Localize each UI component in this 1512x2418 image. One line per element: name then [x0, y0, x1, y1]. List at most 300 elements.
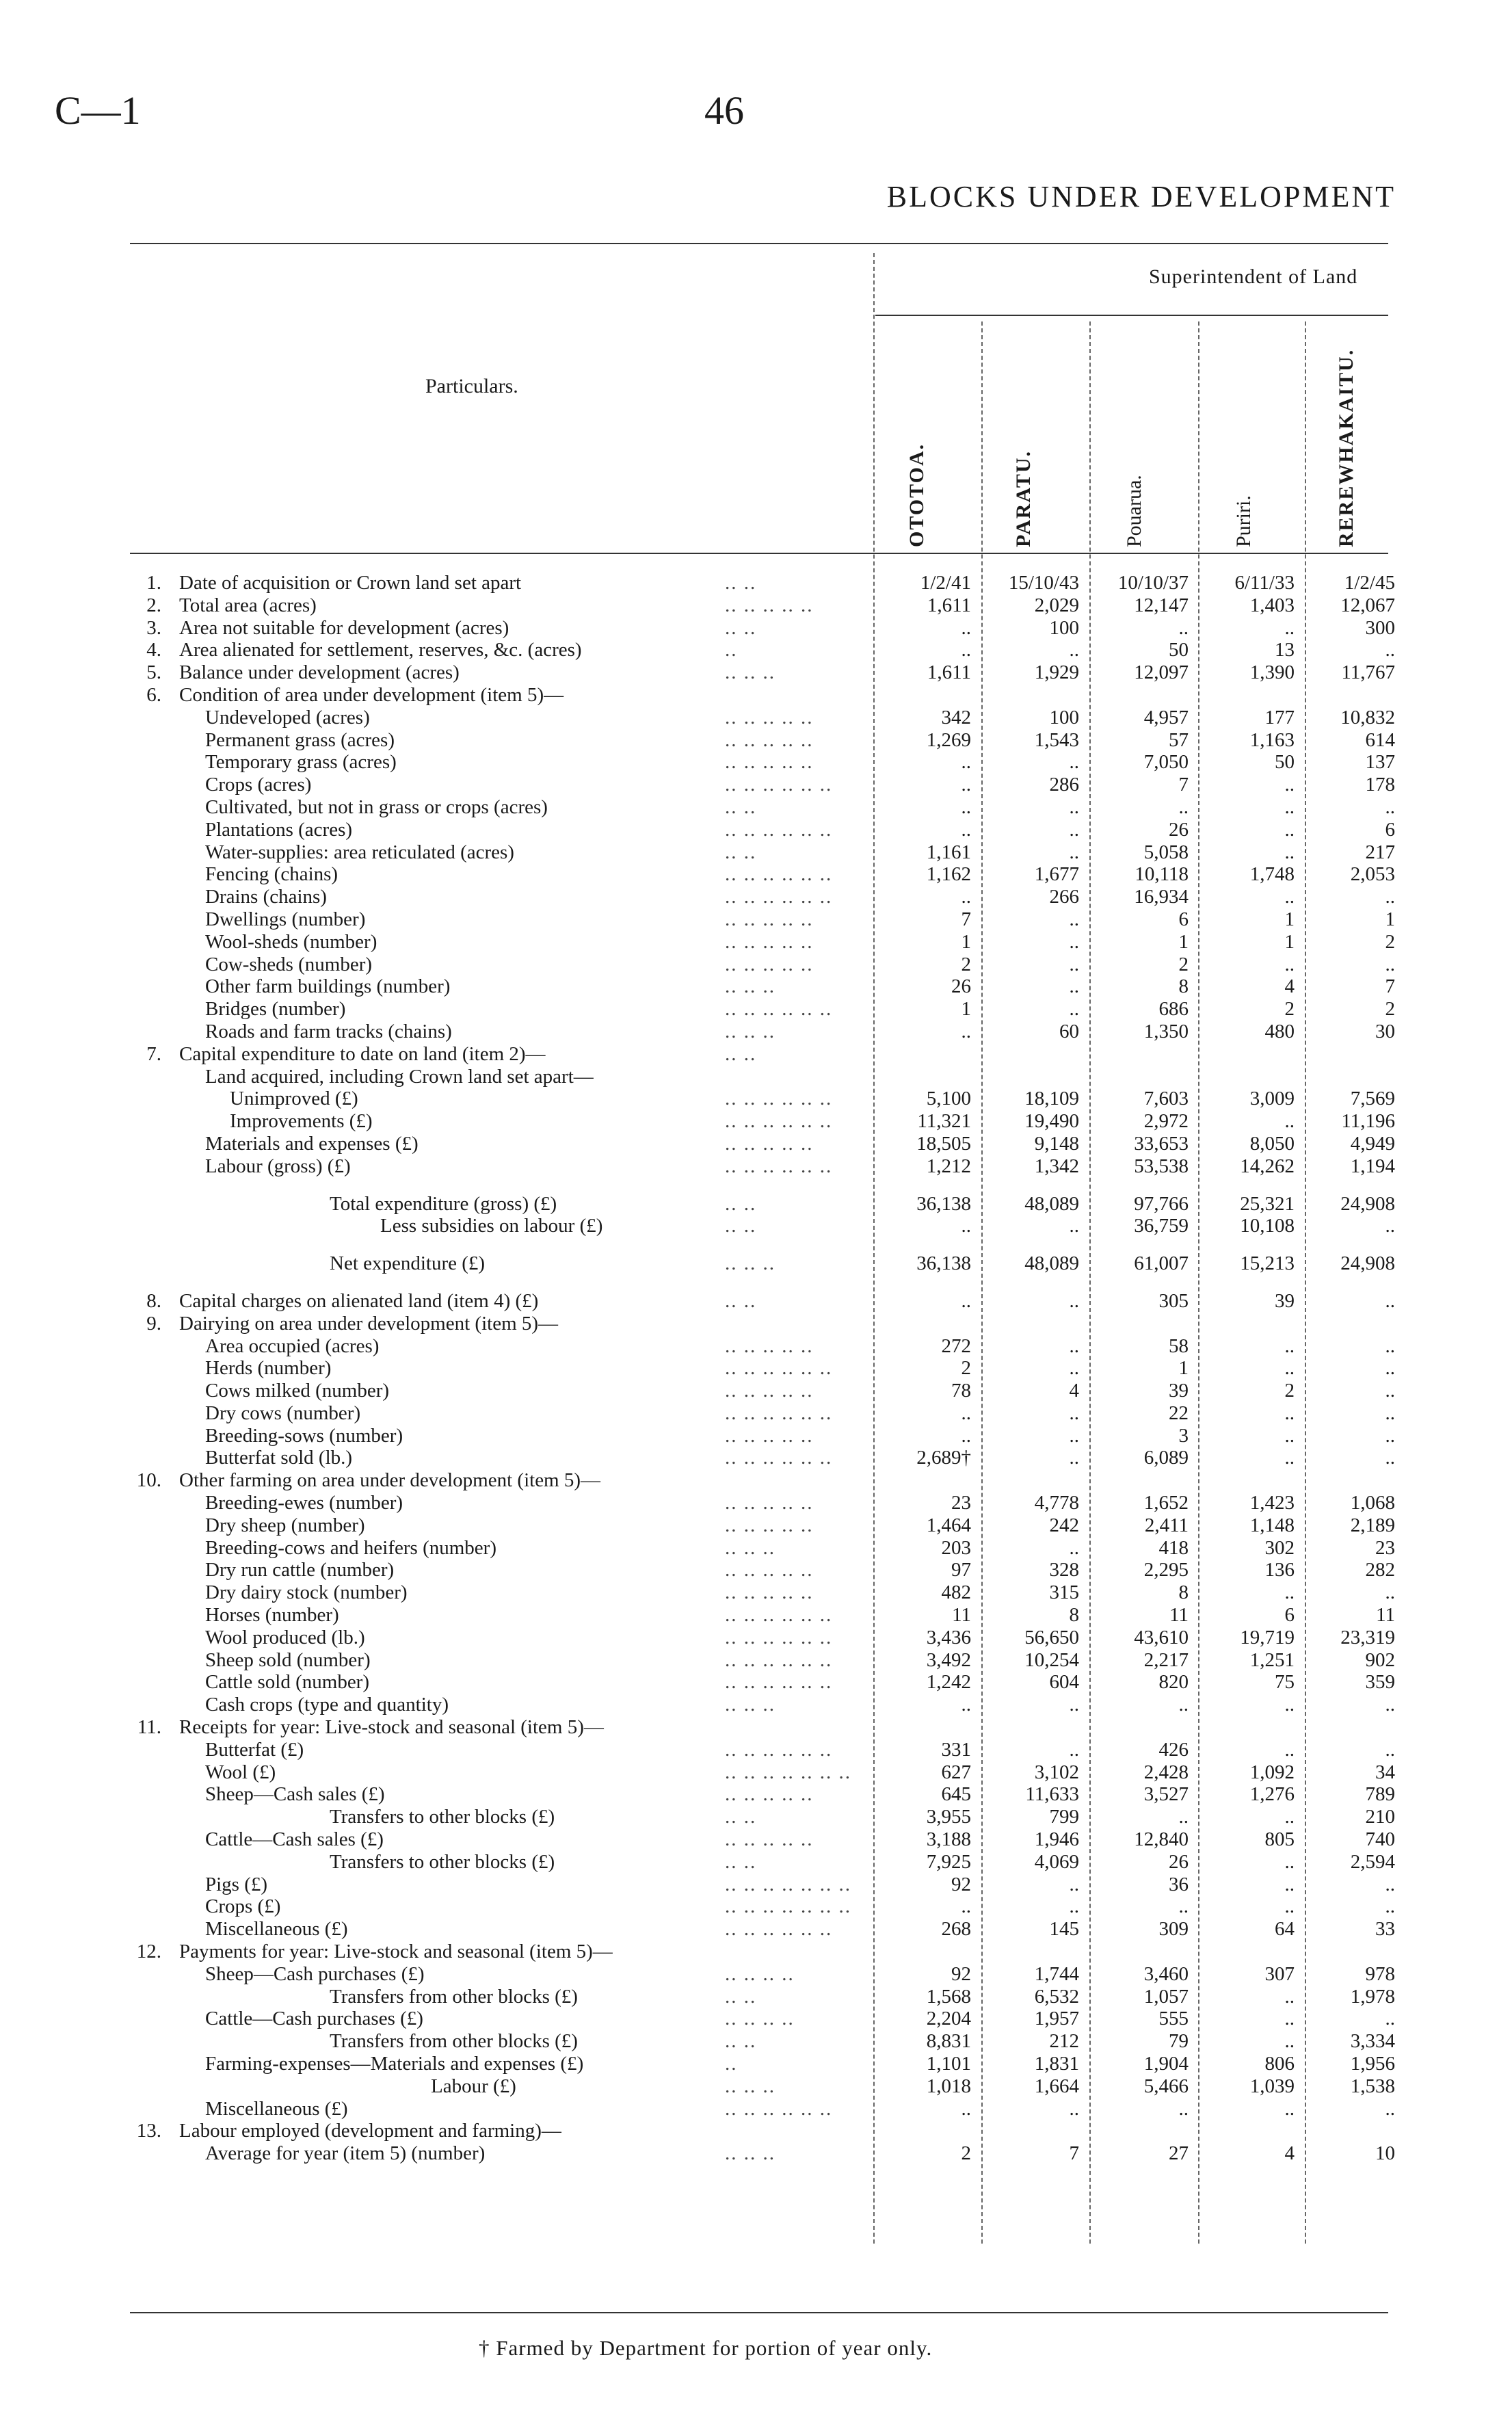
row-label: Miscellaneous (£)	[205, 1918, 348, 1941]
leader-dots: .. ..	[725, 1042, 757, 1065]
table-cell: 1,957	[1034, 2008, 1079, 2030]
row-label: Dry cows (number)	[205, 1402, 361, 1424]
table-cell: 1,611	[927, 661, 971, 684]
leader-dots: .. .. .. .. .. ..	[725, 863, 833, 886]
table-row	[0, 1874, 1512, 1896]
row-label: Cattle—Cash sales (£)	[205, 1828, 384, 1851]
row-label: Cultivated, but not in grass or crops (acres)	[205, 796, 548, 818]
row-label: Average for year (item 5) (number)	[205, 2142, 486, 2165]
table-cell: 12,147	[1134, 594, 1189, 616]
leader-dots: .. .. .. .. .. ..	[725, 998, 833, 1021]
leader-dots: .. .. .. .. .. .. ..	[725, 1761, 851, 1783]
leader-dots: .. ..	[725, 841, 757, 863]
leader-dots: .. ..	[725, 1985, 757, 2008]
leader-dots: .. .. .. .. ..	[725, 908, 814, 930]
table-cell: ..	[1178, 796, 1189, 818]
table-cell: 177	[1264, 706, 1295, 728]
table-cell: 5,466	[1143, 2075, 1189, 2097]
leader-dots: .. .. .. .. .. ..	[725, 1671, 833, 1694]
table-row	[0, 617, 1512, 640]
table-cell: ..	[1284, 616, 1295, 639]
table-cell: ..	[1284, 1402, 1295, 1424]
table-cell: 1,904	[1143, 2053, 1189, 2075]
table-cell: 11	[1376, 1604, 1395, 1627]
row-label: Breeding-sows (number)	[205, 1424, 403, 1447]
table-cell: ..	[1284, 886, 1295, 908]
row-label: Dairying on area under development (item 5)—	[179, 1312, 559, 1335]
leader-dots: .. ..	[725, 1215, 757, 1237]
table-cell: 1,929	[1034, 661, 1079, 684]
row-label: Pigs (£)	[205, 1873, 268, 1895]
table-cell: ..	[1385, 1581, 1395, 1604]
table-cell: ..	[1284, 1424, 1295, 1447]
table-row	[0, 819, 1512, 841]
table-cell: 3,334	[1350, 2030, 1395, 2053]
particulars-header: Particulars.	[425, 375, 518, 397]
table-cell: 418	[1158, 1536, 1189, 1559]
leader-dots: .. .. .. .. ..	[725, 594, 814, 616]
table-row	[0, 639, 1512, 661]
table-cell: 328	[1049, 1559, 1079, 1581]
table-cell: 15,213	[1240, 1252, 1295, 1275]
table-cell: 210	[1365, 1806, 1395, 1828]
table-cell: ..	[1385, 2008, 1395, 2030]
table-row	[0, 2075, 1512, 2098]
table-cell: 34	[1375, 1761, 1395, 1783]
table-cell: 645	[941, 1783, 971, 1806]
leader-dots: .. .. .. .. .. ..	[725, 1604, 833, 1627]
leader-dots: .. .. .. ..	[725, 2008, 795, 2030]
table-cell: 2,411	[1144, 1514, 1189, 1536]
table-cell: 27	[1169, 2142, 1189, 2165]
table-cell: ..	[1069, 1424, 1079, 1447]
row-label: Total expenditure (gross) (£)	[330, 1192, 557, 1215]
table-cell: ..	[1069, 2097, 1079, 2120]
table-cell: 1,161	[926, 841, 971, 863]
row-label: Area not suitable for development (acres)	[179, 616, 509, 639]
row-label: Transfers from other blocks (£)	[330, 1985, 578, 2008]
leader-dots: .. .. .. .. .. ..	[725, 774, 833, 796]
row-label: Drains (chains)	[205, 886, 327, 908]
section-code: C—1	[55, 88, 141, 133]
table-cell: 48,089	[1024, 1252, 1079, 1275]
page-title: BLOCKS UNDER DEVELOPMENT	[886, 180, 1396, 213]
leader-dots: .. .. .. .. ..	[725, 930, 814, 953]
table-cell: 305	[1158, 1289, 1189, 1312]
table-cell: 307	[1264, 1962, 1295, 1985]
table-cell: ..	[1385, 2097, 1395, 2120]
table-cell: 23	[1375, 1536, 1395, 1559]
leader-dots: .. .. .. .. .. ..	[725, 2097, 833, 2120]
table-cell: 2	[1385, 930, 1395, 953]
table-cell: 4,069	[1034, 1850, 1079, 1873]
table-cell: ..	[1069, 930, 1079, 953]
table-row	[0, 1941, 1512, 1963]
table-cell: 50	[1169, 639, 1189, 661]
leader-dots: .. .. .. .. ..	[725, 1559, 814, 1581]
table-cell: ..	[1284, 1895, 1295, 1918]
leader-dots: .. .. ..	[725, 661, 775, 684]
table-cell: 50	[1275, 751, 1295, 774]
leader-dots: .. .. .. .. ..	[725, 1492, 814, 1514]
row-label: Plantations (acres)	[205, 818, 353, 841]
table-cell: 4,778	[1034, 1492, 1079, 1514]
table-cell: 12,097	[1134, 661, 1189, 684]
group-header: Superintendent of Land	[1149, 265, 1358, 288]
table-row	[0, 841, 1512, 864]
table-cell: 24,908	[1340, 1252, 1395, 1275]
row-number: 6.	[146, 683, 161, 706]
table-cell: 3,492	[926, 1648, 971, 1671]
table-cell: ..	[1284, 1985, 1295, 2008]
table-cell: 92	[951, 1962, 971, 1985]
table-row	[0, 1335, 1512, 1358]
table-row	[0, 1783, 1512, 1806]
table-row	[0, 1537, 1512, 1560]
table-cell: 342	[941, 706, 971, 728]
table-cell: 1,664	[1034, 2075, 1079, 2097]
table-cell: 1	[961, 998, 971, 1021]
table-cell: 3	[1178, 1424, 1189, 1447]
leader-dots: .. .. .. .. .. ..	[725, 1357, 833, 1380]
table-cell: 806	[1264, 2053, 1295, 2075]
table-cell: 614	[1365, 728, 1395, 751]
row-number: 4.	[146, 639, 161, 661]
table-cell: 23,319	[1340, 1626, 1395, 1648]
table-cell: ..	[961, 1289, 971, 1312]
table-cell: 11,767	[1341, 661, 1395, 684]
table-cell: 8,050	[1249, 1132, 1295, 1155]
row-label: Unimproved (£)	[230, 1088, 358, 1110]
table-cell: 1,269	[926, 728, 971, 751]
row-label: Transfers from other blocks (£)	[330, 2030, 578, 2053]
table-cell: 14,262	[1240, 1155, 1295, 1177]
leader-dots: .. .. ..	[725, 1020, 775, 1042]
table-cell: ..	[1069, 639, 1079, 661]
table-cell: 799	[1049, 1806, 1079, 1828]
table-cell: ..	[1284, 2030, 1295, 2053]
table-cell: ..	[1069, 908, 1079, 930]
table-cell: ..	[1385, 886, 1395, 908]
table-cell: 1	[1178, 1357, 1189, 1380]
table-cell: 7	[1069, 2142, 1079, 2165]
table-cell: 242	[1049, 1514, 1079, 1536]
table-cell: 1,212	[926, 1155, 971, 1177]
table-cell: 39	[1275, 1289, 1295, 1312]
table-cell: 902	[1365, 1648, 1395, 1671]
table-cell: ..	[1284, 2097, 1295, 2120]
row-number: 1.	[146, 572, 161, 594]
table-cell: ..	[1284, 1806, 1295, 1828]
table-row	[0, 1581, 1512, 1604]
table-row	[0, 1986, 1512, 2008]
table-cell: 1,194	[1350, 1155, 1395, 1177]
header-bottom-rule	[130, 553, 1388, 554]
table-cell: ..	[1385, 1738, 1395, 1761]
table-cell: ..	[1284, 1447, 1295, 1469]
leader-dots: .. .. .. .. .. ..	[725, 1648, 833, 1671]
row-number: 11.	[137, 1716, 161, 1739]
table-cell: 1/2/41	[920, 572, 971, 594]
table-row	[0, 1447, 1512, 1469]
row-label: Butterfat sold (lb.)	[205, 1447, 353, 1469]
row-label: Bridges (number)	[205, 998, 346, 1021]
table-cell: 359	[1365, 1671, 1395, 1694]
table-cell: 1,242	[926, 1671, 971, 1694]
row-number: 3.	[146, 616, 161, 639]
leader-dots: .. .. .. .. ..	[725, 953, 814, 975]
table-row	[0, 1918, 1512, 1941]
table-cell: ..	[961, 1215, 971, 1237]
table-cell: 286	[1049, 774, 1079, 796]
table-cell: 10,108	[1240, 1215, 1295, 1237]
table-cell: 1,956	[1350, 2053, 1395, 2075]
table-cell: 2	[961, 953, 971, 975]
table-row	[0, 1252, 1512, 1275]
table-cell: 60	[1059, 1020, 1079, 1042]
table-cell: 33	[1375, 1918, 1395, 1941]
table-cell: 5,058	[1143, 841, 1189, 863]
table-cell: ..	[1385, 1289, 1395, 1312]
table-cell: ..	[961, 774, 971, 796]
table-row	[0, 2142, 1512, 2165]
table-cell: ..	[1069, 975, 1079, 998]
table-cell: 3,955	[926, 1806, 971, 1828]
table-cell: 1,148	[1249, 1514, 1295, 1536]
table-cell: 1,162	[926, 863, 971, 886]
table-cell: ..	[1284, 1873, 1295, 1895]
table-cell: 1,978	[1350, 1985, 1395, 2008]
footnote: † Farmed by Department for portion of year only.	[479, 2336, 933, 2360]
table-cell: ..	[1069, 1215, 1079, 1237]
row-label: Herds (number)	[205, 1357, 332, 1380]
table-cell: 1,946	[1034, 1828, 1079, 1851]
table-cell: 25,321	[1240, 1192, 1295, 1215]
row-label: Cows milked (number)	[205, 1380, 390, 1402]
leader-dots: .. .. .. .. .. ..	[725, 1626, 833, 1648]
table-cell: 11,196	[1341, 1110, 1395, 1133]
table-cell: 309	[1158, 1918, 1189, 1941]
table-cell: 1,423	[1249, 1492, 1295, 1514]
table-row	[0, 954, 1512, 976]
column-header-paratu: PARATU.	[1012, 449, 1035, 547]
row-label: Total area (acres)	[179, 594, 317, 616]
table-row	[0, 998, 1512, 1021]
row-label: Wool-sheds (number)	[205, 930, 377, 953]
leader-dots: .. .. .. .. ..	[725, 1514, 814, 1536]
table-cell: 978	[1365, 1962, 1395, 1985]
table-cell: 9,148	[1034, 1132, 1079, 1155]
table-cell: 2,689†	[916, 1447, 971, 1469]
table-row	[0, 1380, 1512, 1402]
table-cell: 1,276	[1249, 1783, 1295, 1806]
leader-dots: .. .. ..	[725, 1694, 775, 1716]
leader-dots: .. .. .. .. ..	[725, 1783, 814, 1806]
row-number: 5.	[146, 661, 161, 684]
table-cell: 2,972	[1143, 1110, 1189, 1133]
table-cell: 13	[1275, 639, 1295, 661]
table-cell: 26	[1169, 1850, 1189, 1873]
table-cell: 2,029	[1034, 594, 1079, 616]
leader-dots: ..	[725, 2053, 738, 2075]
table-cell: 4,957	[1143, 706, 1189, 728]
leader-dots: .. ..	[725, 1289, 757, 1312]
table-row	[0, 684, 1512, 707]
table-cell: 23	[951, 1492, 971, 1514]
table-cell: 11,321	[917, 1110, 971, 1133]
row-label: Date of acquisition or Crown land set apart	[179, 572, 522, 594]
table-cell: 24,908	[1340, 1192, 1395, 1215]
row-label: Roads and farm tracks (chains)	[205, 1020, 452, 1042]
table-cell: 7	[1385, 975, 1395, 998]
table-cell: ..	[1385, 1447, 1395, 1469]
table-cell: ..	[1069, 1738, 1079, 1761]
table-cell: ..	[1284, 953, 1295, 975]
table-cell: ..	[1385, 796, 1395, 818]
table-row	[0, 1806, 1512, 1828]
row-label: Transfers to other blocks (£)	[330, 1806, 555, 1828]
table-cell: 3,009	[1249, 1088, 1295, 1110]
table-cell: ..	[1069, 1289, 1079, 1312]
table-cell: 10/10/37	[1117, 572, 1189, 594]
table-cell: 8,831	[926, 2030, 971, 2053]
table-cell: ..	[1385, 1694, 1395, 1716]
table-cell: 1,018	[926, 2075, 971, 2097]
table-cell: 1/2/45	[1344, 572, 1395, 594]
row-number: 7.	[146, 1042, 161, 1065]
row-label: Permanent grass (acres)	[205, 728, 395, 751]
table-cell: 136	[1264, 1559, 1295, 1581]
leader-dots: .. .. .. .. ..	[725, 1380, 814, 1402]
row-label: Cow-sheds (number)	[205, 953, 373, 975]
table-row	[0, 1514, 1512, 1537]
table-cell: ..	[1178, 1806, 1189, 1828]
leader-dots: .. .. .. ..	[725, 1962, 795, 1985]
leader-dots: .. .. .. .. .. ..	[725, 1738, 833, 1761]
row-label: Net expenditure (£)	[330, 1252, 486, 1275]
leader-dots: .. .. .. .. .. ..	[725, 1918, 833, 1941]
row-label: Land acquired, including Crown land set apart—	[205, 1065, 594, 1088]
table-row	[0, 774, 1512, 796]
table-row	[0, 1895, 1512, 1918]
table-row	[0, 1469, 1512, 1492]
table-cell: 272	[941, 1335, 971, 1357]
leader-dots: .. .. .. .. ..	[725, 728, 814, 751]
table-row	[0, 594, 1512, 617]
table-row	[0, 1559, 1512, 1581]
row-label: Miscellaneous (£)	[205, 2097, 348, 2120]
row-number: 10.	[136, 1469, 161, 1492]
table-cell: 1,039	[1249, 2075, 1295, 2097]
table-cell: ..	[1284, 841, 1295, 863]
row-number: 9.	[146, 1312, 161, 1335]
row-number: 8.	[146, 1289, 161, 1312]
table-cell: ..	[1069, 1895, 1079, 1918]
table-row	[0, 1275, 1512, 1290]
table-cell: 789	[1365, 1783, 1395, 1806]
table-cell: ..	[961, 2097, 971, 2120]
table-cell: 3,460	[1143, 1962, 1189, 1985]
table-cell: 1	[961, 930, 971, 953]
table-cell: 1,342	[1034, 1155, 1079, 1177]
row-label: Dry sheep (number)	[205, 1514, 365, 1536]
row-label: Cattle sold (number)	[205, 1671, 370, 1694]
table-cell: 100	[1049, 706, 1079, 728]
table-cell: 1,092	[1249, 1761, 1295, 1783]
table-row	[0, 1088, 1512, 1110]
table-cell: 8	[1178, 975, 1189, 998]
row-label: Labour employed (development and farming)—	[179, 2120, 561, 2142]
table-cell: ..	[1069, 1536, 1079, 1559]
table-row	[0, 1357, 1512, 1380]
leader-dots: .. ..	[725, 1806, 757, 1828]
table-row	[0, 886, 1512, 908]
table-cell: ..	[1069, 751, 1079, 774]
table-cell: 6/11/33	[1234, 572, 1295, 594]
table-cell: 3,102	[1034, 1761, 1079, 1783]
table-cell: 217	[1365, 841, 1395, 863]
row-label: Improvements (£)	[230, 1110, 373, 1133]
leader-dots: .. ..	[725, 796, 757, 818]
bottom-rule	[130, 2312, 1388, 2313]
table-cell: 555	[1158, 2008, 1189, 2030]
table-cell: 2	[1385, 998, 1395, 1021]
table-cell: ..	[1069, 1694, 1079, 1716]
table-cell: 3,188	[926, 1828, 971, 1851]
table-cell: 4	[1284, 975, 1295, 998]
table-cell: 57	[1169, 728, 1189, 751]
table-cell: 604	[1049, 1671, 1079, 1694]
table-cell: ..	[961, 616, 971, 639]
table-cell: 100	[1049, 616, 1079, 639]
table-cell: 22	[1169, 1402, 1189, 1424]
table-cell: 97,766	[1134, 1192, 1189, 1215]
table-cell: 61,007	[1134, 1252, 1189, 1275]
table-row	[0, 1716, 1512, 1739]
table-cell: 58	[1169, 1335, 1189, 1357]
leader-dots: .. .. .. .. ..	[725, 751, 814, 774]
leader-dots: .. .. .. .. .. ..	[725, 1402, 833, 1424]
row-label: Receipts for year: Live-stock and seasonal (item 5)—	[179, 1716, 604, 1739]
leader-dots: .. .. ..	[725, 1536, 775, 1559]
table-cell: ..	[1069, 1335, 1079, 1357]
table-cell: 1,464	[926, 1514, 971, 1536]
table-cell: ..	[961, 751, 971, 774]
table-cell: 10,254	[1024, 1648, 1079, 1671]
table-cell: 79	[1169, 2030, 1189, 2053]
row-label: Butterfat (£)	[205, 1738, 304, 1761]
table-cell: 627	[941, 1761, 971, 1783]
row-label: Other farming on area under development (item 5)—	[179, 1469, 601, 1492]
table-cell: 5,100	[926, 1088, 971, 1110]
row-label: Area alienated for settlement, reserves, &c. (acres)	[179, 639, 582, 661]
table-cell: 8	[1069, 1604, 1079, 1627]
table-cell: 15/10/43	[1008, 572, 1079, 594]
table-row	[0, 1237, 1512, 1252]
table-cell: 6,089	[1143, 1447, 1189, 1469]
table-cell: 7	[1178, 774, 1189, 796]
table-cell: ..	[1284, 2008, 1295, 2030]
table-cell: ..	[961, 1424, 971, 1447]
leader-dots: .. ..	[725, 616, 757, 639]
top-rule	[130, 243, 1388, 244]
table-cell: 7,050	[1143, 751, 1189, 774]
table-cell: ..	[1385, 1424, 1395, 1447]
table-cell: 1,403	[1249, 594, 1295, 616]
row-label: Other farm buildings (number)	[205, 975, 451, 998]
row-label: Sheep—Cash sales (£)	[205, 1783, 385, 1806]
table-cell: 11,633	[1025, 1783, 1079, 1806]
